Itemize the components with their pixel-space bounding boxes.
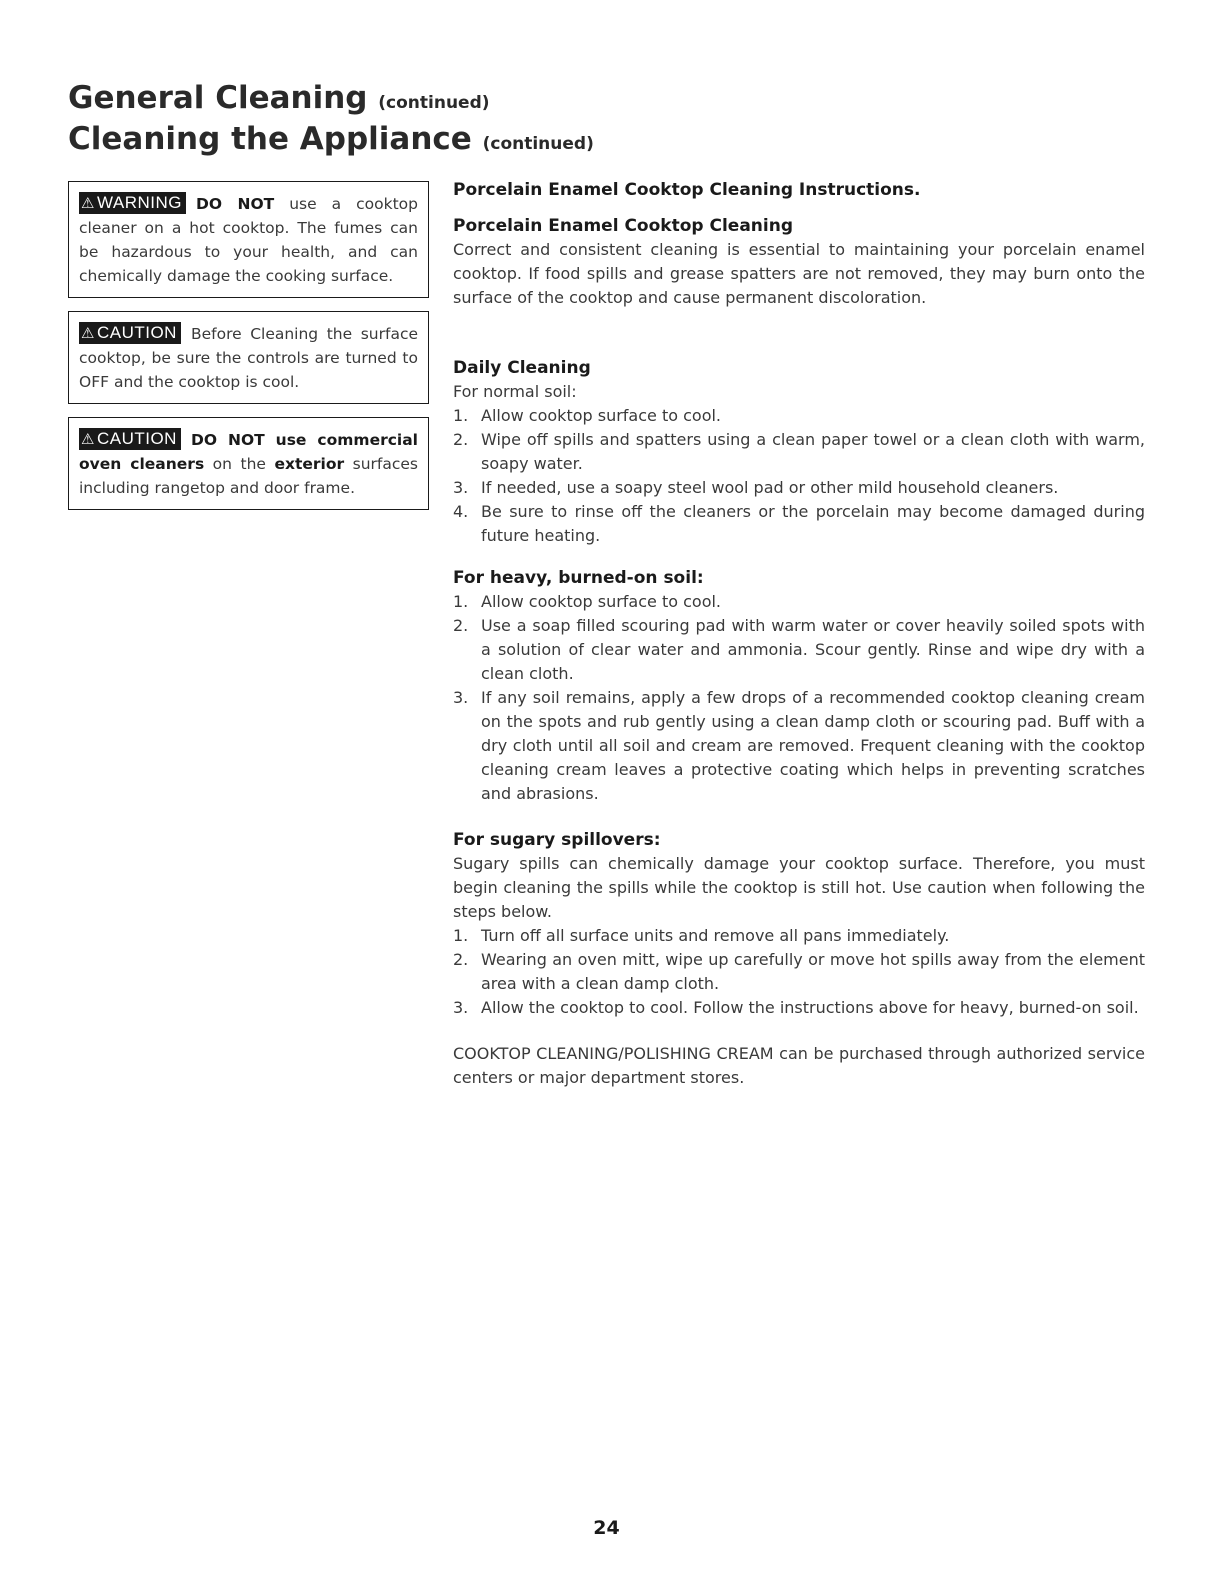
- porcelain-subtitle: Porcelain Enamel Cooktop Cleaning: [453, 216, 793, 236]
- subsection-title-suffix: (continued): [482, 134, 594, 154]
- step-number: 3.: [453, 478, 469, 497]
- alert-triangle-icon: ⚠: [81, 431, 95, 448]
- heavy-soil-title: For heavy, burned-on soil:: [453, 568, 704, 588]
- warning-badge-label: WARNING: [96, 193, 182, 212]
- instructions-title: Porcelain Enamel Cooktop Cleaning Instructions.: [453, 180, 921, 200]
- list-item: [453, 614, 1145, 686]
- step-text: If any soil remains, apply a few drops of a recommended cooktop cleaning cream on the spots and rub gently using a clean damp cloth or scouring pad. Buff with a dry cloth until all soil and cream are removed. Frequent cleaning with the cooktop cleaning cream leaves a protective coating which helps in preventing scratches and abrasions.: [481, 688, 1145, 803]
- step-text: Wipe off spills and spatters using a clean paper towel or a clean cloth with warm, soapy water.: [481, 430, 1145, 473]
- step-text: Wearing an oven mitt, wipe up carefully or move hot spills away from the element area with a clean damp cloth.: [481, 950, 1145, 993]
- step-text: If needed, use a soapy steel wool pad or other mild household cleaners.: [481, 478, 1059, 497]
- list-item: [453, 476, 1145, 500]
- caution-badge: [79, 428, 181, 450]
- step-number: 1.: [453, 926, 469, 945]
- instructions-column: [453, 178, 1145, 1090]
- list-item: [453, 686, 1145, 806]
- caution-badge: [79, 322, 181, 344]
- step-number: 3.: [453, 688, 469, 707]
- warning-text: use a cooktop cleaner on a hot cooktop. The fumes can be hazardous to your health, and can chemically damage the cooking surface.: [79, 195, 418, 285]
- step-number: 1.: [453, 406, 469, 425]
- warning-box: [68, 181, 429, 298]
- section-title: [68, 80, 594, 121]
- caution-box-controls: [68, 311, 429, 404]
- step-text: Allow cooktop surface to cool.: [481, 406, 722, 425]
- step-text: Be sure to rinse off the cleaners or the porcelain may become damaged during future heating.: [481, 502, 1145, 545]
- caution-lead-exterior: exterior: [274, 455, 345, 473]
- list-item: [453, 500, 1145, 548]
- daily-cleaning-title: Daily Cleaning: [453, 358, 591, 378]
- caution-badge-label: CAUTION: [96, 429, 177, 448]
- page-header: [68, 80, 594, 162]
- page-number: 24: [593, 1517, 620, 1539]
- safety-column: [68, 181, 429, 523]
- caution-text: Before Cleaning the surface cooktop, be sure the controls are turned to OFF and the cooktop is cool.: [79, 325, 418, 391]
- daily-steps: [453, 404, 1145, 548]
- list-item: [453, 590, 1145, 614]
- subsection-title: [68, 121, 594, 162]
- step-text: Allow the cooktop to cool. Follow the instructions above for heavy, burned-on soil.: [481, 998, 1139, 1017]
- sugary-spill-intro: Sugary spills can chemically damage your cooktop surface. Therefore, you must begin cleaning the spills while the cooktop is still hot. Use caution when following the steps below.: [453, 854, 1145, 921]
- sugary-steps: [453, 924, 1145, 1020]
- section-title-text: General Cleaning: [68, 80, 368, 116]
- caution-mid-text: on the: [204, 455, 275, 473]
- subsection-title-text: Cleaning the Appliance: [68, 121, 472, 157]
- step-text: Turn off all surface units and remove all pans immediately.: [481, 926, 950, 945]
- step-number: 2.: [453, 616, 469, 635]
- warning-lead: DO NOT: [195, 195, 275, 213]
- caution-text: surfaces including rangetop and door frame.: [79, 455, 418, 497]
- step-number: 2.: [453, 950, 469, 969]
- heavy-steps: [453, 590, 1145, 806]
- sugary-spill-title: For sugary spillovers:: [453, 830, 661, 850]
- warning-badge: [79, 192, 186, 214]
- list-item: [453, 924, 1145, 948]
- caution-box-cleaners: [68, 417, 429, 510]
- list-item: [453, 996, 1145, 1020]
- list-item: [453, 404, 1145, 428]
- step-number: 4.: [453, 502, 469, 521]
- alert-triangle-icon: ⚠: [81, 195, 95, 212]
- list-item: [453, 428, 1145, 476]
- step-text: Allow cooktop surface to cool.: [481, 592, 722, 611]
- alert-triangle-icon: ⚠: [81, 325, 95, 342]
- section-title-suffix: (continued): [378, 93, 490, 113]
- daily-cleaning-intro: For normal soil:: [453, 382, 577, 401]
- cleaning-cream-note: COOKTOP CLEANING/POLISHING CREAM can be purchased through authorized service centers or major department stores.: [453, 1044, 1145, 1087]
- list-item: [453, 948, 1145, 996]
- step-number: 2.: [453, 430, 469, 449]
- step-text: Use a soap filled scouring pad with warm water or cover heavily soiled spots with a solution of clear water and ammonia. Scour gently. Rinse and wipe dry with a clean cloth.: [481, 616, 1145, 683]
- caution-lead: DO NOT use commercial oven cleaners: [79, 431, 418, 473]
- step-number: 1.: [453, 592, 469, 611]
- porcelain-intro: Correct and consistent cleaning is essential to maintaining your porcelain enamel cooktop. If food spills and grease spatters are not removed, they may burn onto the surface of the cooktop and cause permanent discoloration.: [453, 240, 1145, 307]
- step-number: 3.: [453, 998, 469, 1017]
- caution-badge-label: CAUTION: [96, 323, 177, 342]
